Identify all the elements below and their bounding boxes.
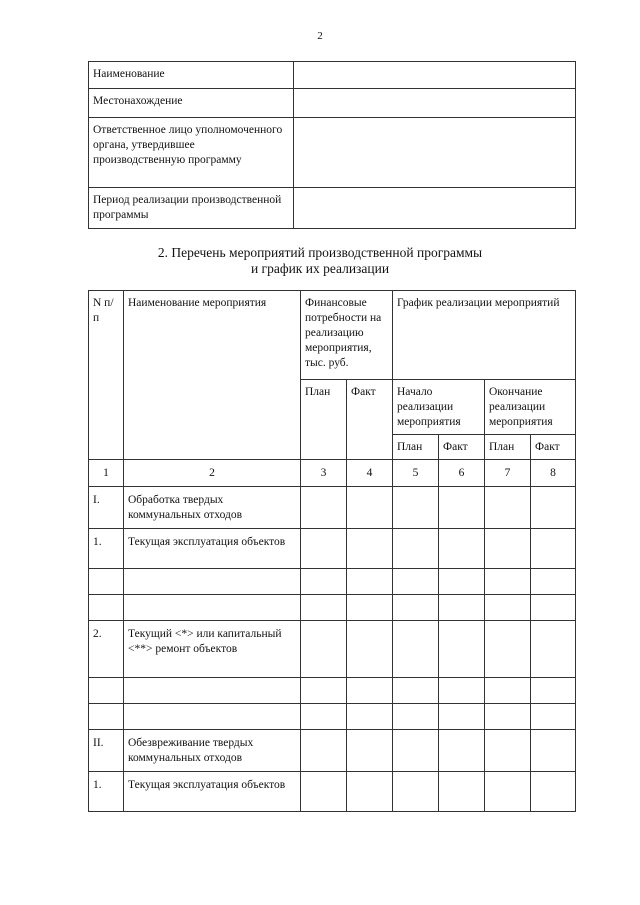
row-number: 2. [89, 621, 124, 678]
row-name: Обезвреживание твердых коммунальных отходов [124, 730, 301, 772]
row-name: Текущая эксплуатация объектов [124, 529, 301, 569]
table-row [89, 678, 576, 704]
info-value-period [294, 188, 576, 229]
table-row [89, 621, 576, 678]
column-number: 3 [301, 460, 347, 487]
column-number: 8 [531, 460, 576, 487]
header-end-fact: Факт [531, 435, 576, 460]
table-row [89, 487, 576, 529]
column-number: 4 [347, 460, 393, 487]
row-name: Текущая эксплуатация объектов [124, 772, 301, 812]
row-name [124, 704, 301, 730]
table-row [89, 730, 576, 772]
column-number: 7 [485, 460, 531, 487]
row-number: I. [89, 487, 124, 529]
row-number [89, 595, 124, 621]
info-label-name: Наименование [89, 62, 294, 89]
row-number [89, 678, 124, 704]
row-name [124, 595, 301, 621]
column-number: 6 [439, 460, 485, 487]
info-label-responsible: Ответственное лицо уполномоченного органа, утвердившее производственную программу [89, 118, 294, 188]
row-number [89, 569, 124, 595]
info-value-location [294, 89, 576, 118]
row-number: 1. [89, 772, 124, 812]
header-start-plan: План [393, 435, 439, 460]
table-row [89, 595, 576, 621]
header-number: N п/п [89, 291, 124, 460]
table-row [89, 704, 576, 730]
program-info-table [88, 61, 576, 229]
section-title-line-1: 2. Перечень мероприятий производственной программы [157, 245, 483, 260]
activities-table [88, 290, 576, 812]
header-finance: Финансовые потребности на реализацию мероприятия, тыс. руб. [301, 291, 393, 380]
table-row [89, 569, 576, 595]
row-name: Обработка твердых коммунальных отходов [124, 487, 301, 529]
row-number [89, 704, 124, 730]
header-finance-fact: Факт [347, 380, 393, 460]
row-name [124, 678, 301, 704]
page-number: 2 [317, 30, 323, 42]
header-name: Наименование мероприятия [124, 291, 301, 460]
table-row [89, 529, 576, 569]
row-number: 1. [89, 529, 124, 569]
table-row [89, 772, 576, 812]
info-label-period: Период реализации производственной программы [89, 188, 294, 229]
column-number: 5 [393, 460, 439, 487]
info-value-name [294, 62, 576, 89]
row-name: Текущий <*> или капитальный <**> ремонт объектов [124, 621, 301, 678]
column-number: 2 [124, 460, 301, 487]
section-title-line-2: и график их реализации [250, 261, 390, 276]
header-end: Окончание реализации мероприятия [485, 380, 576, 435]
header-start: Начало реализации мероприятия [393, 380, 485, 435]
header-schedule: График реализации мероприятий [393, 291, 576, 380]
info-value-responsible [294, 118, 576, 188]
header-end-plan: План [485, 435, 531, 460]
row-number: II. [89, 730, 124, 772]
row-name [124, 569, 301, 595]
info-label-location: Местонахождение [89, 89, 294, 118]
header-start-fact: Факт [439, 435, 485, 460]
column-number: 1 [89, 460, 124, 487]
section-title [0, 245, 640, 277]
header-finance-plan: План [301, 380, 347, 460]
